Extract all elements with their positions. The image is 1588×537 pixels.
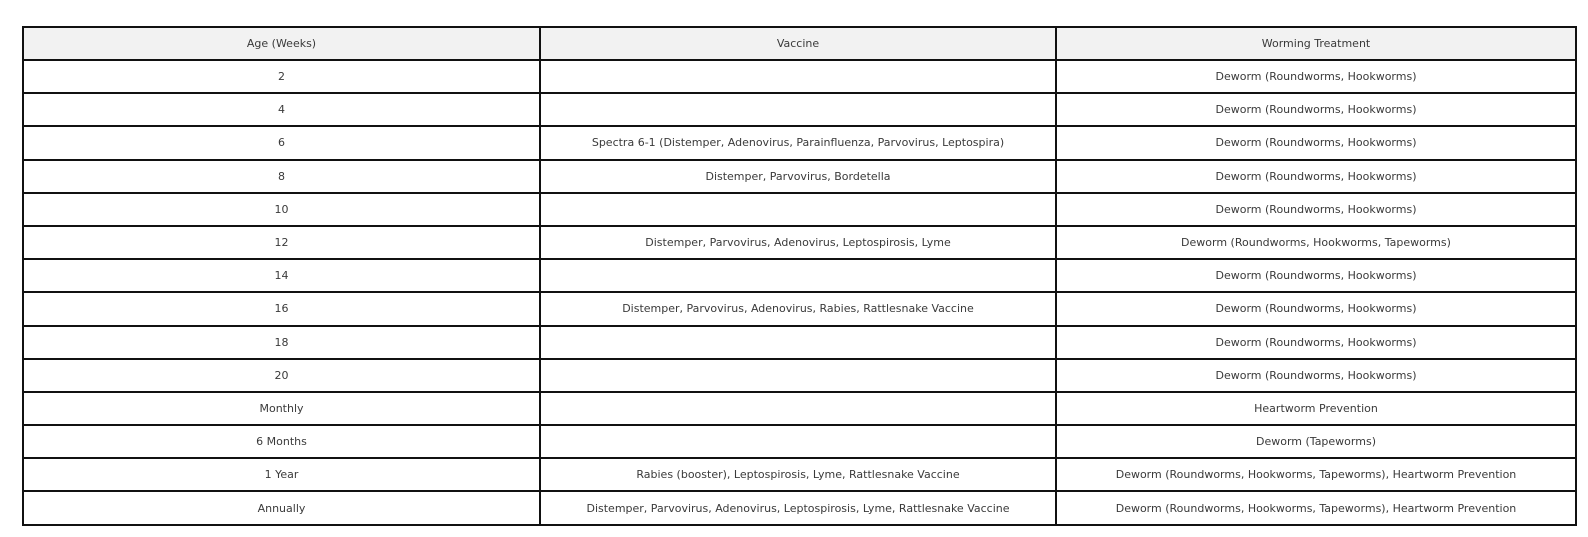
cell-age: Monthly [23,392,540,425]
table-row [23,160,1576,193]
cell-age: 1 Year [23,458,540,491]
schedule-sheet [22,26,1575,526]
cell-worming: Deworm (Roundworms, Hookworms) [1056,326,1576,359]
cell-age: 10 [23,193,540,226]
vaccination-worming-table [22,26,1577,526]
header-worming: Worming Treatment [1056,27,1576,60]
table-row [23,392,1576,425]
table-row [23,292,1576,325]
table-row [23,425,1576,458]
cell-age: 8 [23,160,540,193]
cell-age: 16 [23,292,540,325]
cell-vaccine: Rabies (booster), Leptospirosis, Lyme, Rattlesnake Vaccine [540,458,1056,491]
header-row [23,27,1576,60]
cell-age: 18 [23,326,540,359]
cell-vaccine [540,93,1056,126]
table-row [23,126,1576,159]
table-header [23,27,1576,60]
table-row [23,226,1576,259]
cell-vaccine: Spectra 6-1 (Distemper, Adenovirus, Parainfluenza, Parvovirus, Leptospira) [540,126,1056,159]
cell-worming: Heartworm Prevention [1056,392,1576,425]
cell-worming: Deworm (Roundworms, Hookworms) [1056,359,1576,392]
cell-vaccine [540,392,1056,425]
cell-vaccine: Distemper, Parvovirus, Bordetella [540,160,1056,193]
cell-vaccine [540,259,1056,292]
cell-worming: Deworm (Roundworms, Hookworms, Tapeworms), Heartworm Prevention [1056,491,1576,524]
table-row [23,458,1576,491]
cell-age: 20 [23,359,540,392]
cell-worming: Deworm (Roundworms, Hookworms) [1056,292,1576,325]
table-row [23,259,1576,292]
cell-worming: Deworm (Roundworms, Hookworms, Tapeworms), Heartworm Prevention [1056,458,1576,491]
cell-worming: Deworm (Roundworms, Hookworms) [1056,126,1576,159]
table-row [23,491,1576,524]
cell-worming: Deworm (Roundworms, Hookworms, Tapeworms) [1056,226,1576,259]
header-age: Age (Weeks) [23,27,540,60]
cell-age: 2 [23,60,540,93]
cell-age: Annually [23,491,540,524]
cell-worming: Deworm (Roundworms, Hookworms) [1056,193,1576,226]
cell-age: 6 [23,126,540,159]
table-row [23,326,1576,359]
cell-vaccine: Distemper, Parvovirus, Adenovirus, Rabies, Rattlesnake Vaccine [540,292,1056,325]
cell-vaccine: Distemper, Parvovirus, Adenovirus, Leptospirosis, Lyme, Rattlesnake Vaccine [540,491,1056,524]
cell-worming: Deworm (Tapeworms) [1056,425,1576,458]
cell-vaccine [540,326,1056,359]
cell-age: 14 [23,259,540,292]
header-vaccine: Vaccine [540,27,1056,60]
table-row [23,193,1576,226]
cell-vaccine: Distemper, Parvovirus, Adenovirus, Leptospirosis, Lyme [540,226,1056,259]
cell-vaccine [540,359,1056,392]
cell-worming: Deworm (Roundworms, Hookworms) [1056,60,1576,93]
table-row [23,359,1576,392]
cell-age: 4 [23,93,540,126]
cell-vaccine [540,425,1056,458]
cell-worming: Deworm (Roundworms, Hookworms) [1056,93,1576,126]
cell-vaccine [540,193,1056,226]
table-row [23,60,1576,93]
cell-vaccine [540,60,1056,93]
table-body [23,60,1576,525]
cell-age: 12 [23,226,540,259]
table-row [23,93,1576,126]
cell-worming: Deworm (Roundworms, Hookworms) [1056,160,1576,193]
cell-age: 6 Months [23,425,540,458]
cell-worming: Deworm (Roundworms, Hookworms) [1056,259,1576,292]
